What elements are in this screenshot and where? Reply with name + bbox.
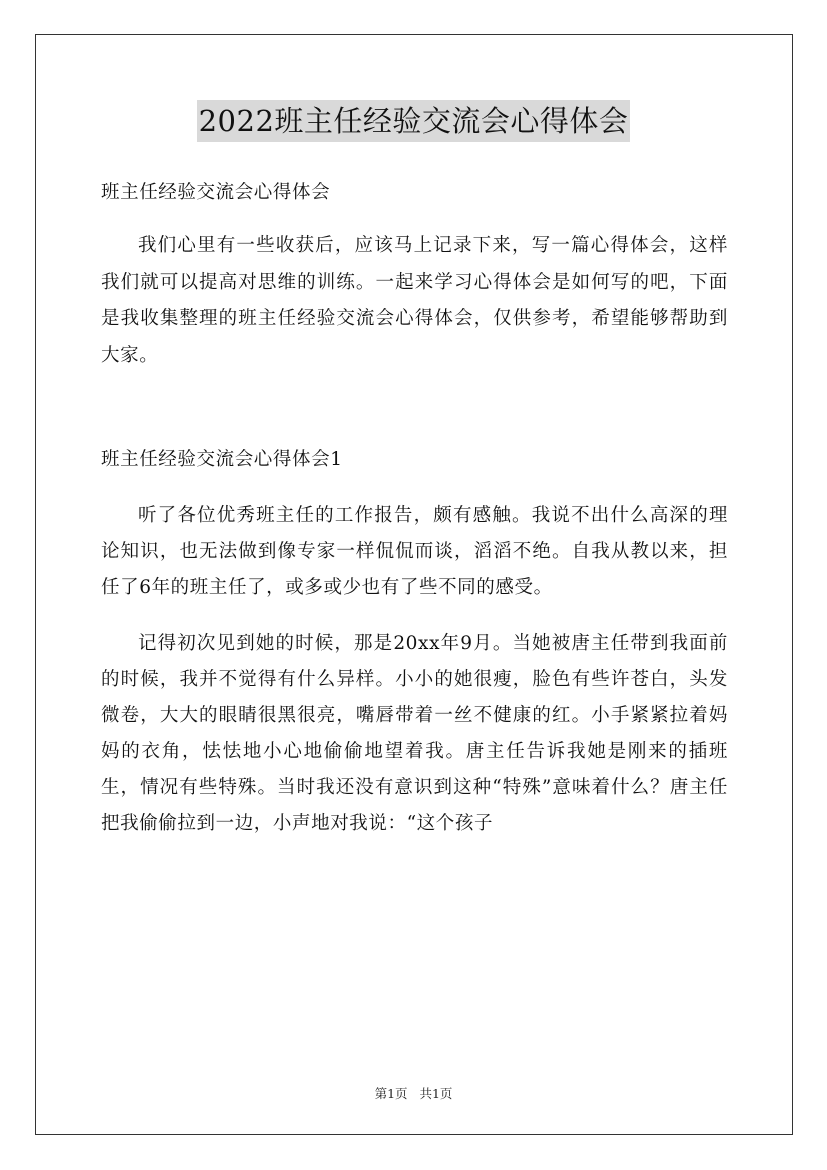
page-footer: [0, 1084, 827, 1102]
section-heading: 班主任经验交流会心得体会1: [101, 449, 343, 470]
intro-block: [101, 175, 728, 374]
section-spacer: [101, 374, 728, 442]
document-title: 2022班主任经验交流会心得体会: [197, 100, 631, 142]
page-number: 第1页 共1页: [374, 1086, 453, 1101]
body-paragraph: 听了各位优秀班主任的工作报告，颇有感触。我说不出什么高深的理论知识，也无法做到像专家一样侃侃而谈，滔滔不绝。自我从教以来，担任了6年的班主任了，或多或少也有了些不同的感受。: [101, 505, 728, 598]
document-body: [101, 175, 728, 842]
intro-paragraph: 我们心里有一些收获后，应该马上记录下来，写一篇心得体会，这样我们就可以提高对思维的训练。一起来学习心得体会是如何写的吧，下面是我收集整理的班主任经验交流会心得体会，仅供参考，希望能够帮助到大家。: [101, 235, 728, 366]
document-subtitle: 班主任经验交流会心得体会: [101, 182, 331, 203]
body-paragraph: 记得初次见到她的时候，那是20xx年9月。当她被唐主任带到我面前的时候，我并不觉得有什么异样。小小的她很瘦，脸色有些许苍白，头发微卷，大大的眼睛很黑很亮，嘴唇带着一丝不健康的红。小手紧紧拉着妈妈的衣角，怯怯地小心地偷偷地望着我。唐主任告诉我她是刚来的插班生，情况有些特殊。当时我还没有意识到这种“特殊”意味着什么？唐主任把我偷偷拉到一边，小声地对我说：“这个孩子: [101, 633, 728, 834]
section-1: [101, 442, 728, 842]
title-container: [0, 100, 827, 142]
